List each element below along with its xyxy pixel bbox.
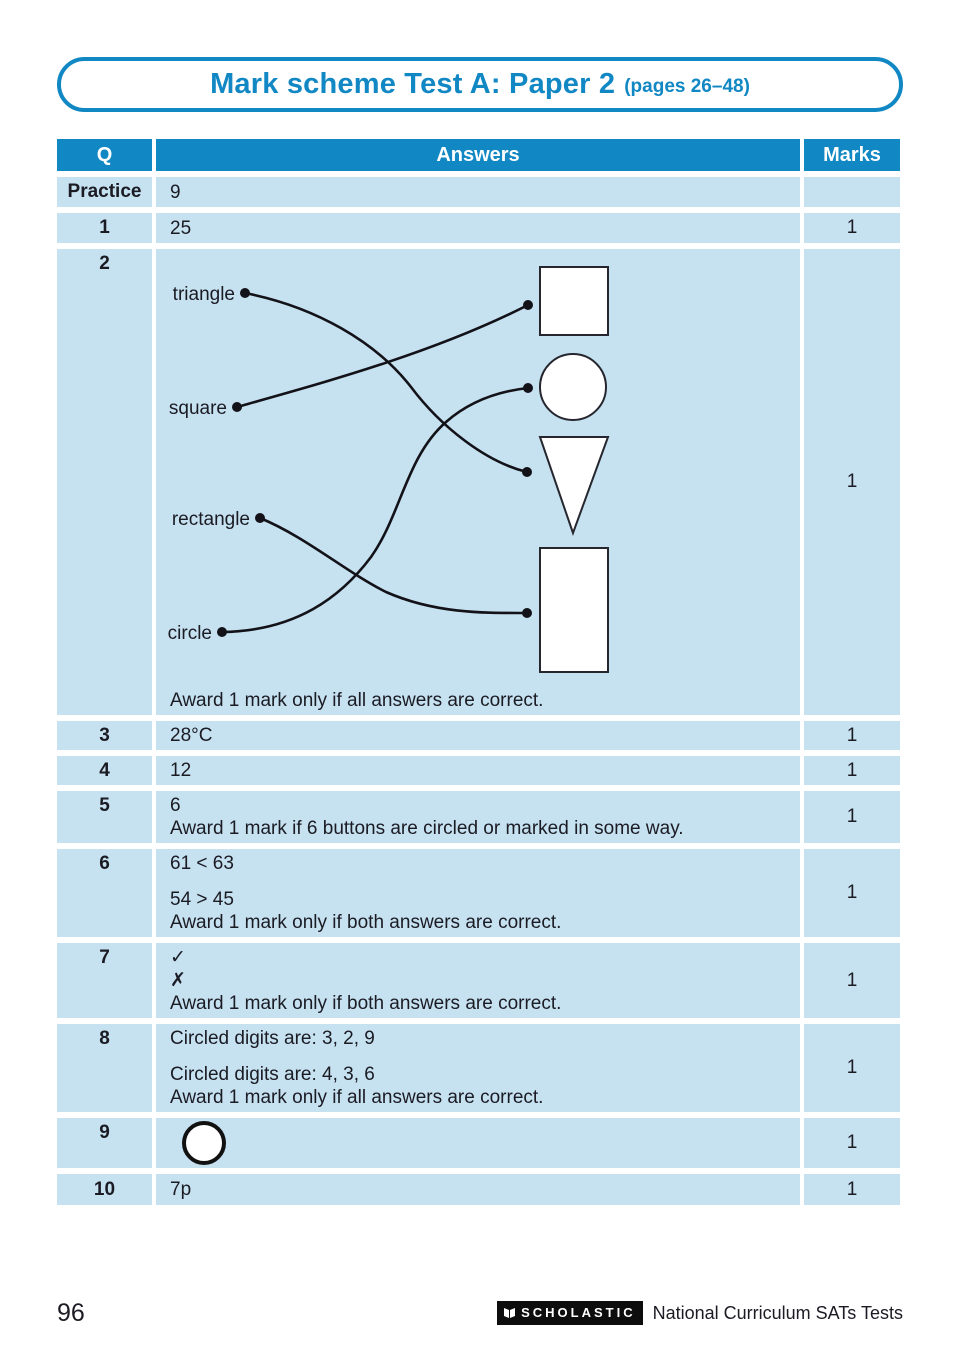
title-banner (57, 57, 903, 112)
shape-dot-square (523, 300, 533, 310)
column-header-q: Q (57, 139, 152, 171)
label-dot-rectangle (255, 513, 265, 523)
answer-text: 54 > 45 (170, 889, 234, 910)
question-number: 2 (57, 249, 152, 715)
label-rectangle: rectangle (171, 509, 250, 530)
scholastic-logo (497, 1301, 643, 1325)
match-curve-triangle (245, 293, 527, 472)
marks-cell: 1 (804, 791, 900, 843)
award-note: Award 1 mark if 6 buttons are circled or marked in some way. (170, 818, 684, 839)
answer-text: 12 (170, 760, 192, 781)
answer-cell (156, 943, 800, 1018)
series-title: National Curriculum SATs Tests (652, 1302, 903, 1323)
award-note: Award 1 mark only if all answers are correct. (170, 1087, 544, 1108)
page-footer (57, 1295, 903, 1331)
answer-text: 25 (170, 217, 192, 239)
marks-cell: 1 (804, 249, 900, 715)
answer-cell (156, 213, 800, 243)
label-square: square (168, 398, 227, 419)
answer-cell (156, 1118, 800, 1168)
question-number: 5 (57, 791, 152, 843)
marks-cell: 1 (804, 849, 900, 937)
page-number: 96 (57, 1298, 85, 1327)
question-number: 3 (57, 721, 152, 750)
question-number: 1 (57, 213, 152, 243)
answer-cell (156, 177, 800, 207)
answer-cell-diagram (156, 249, 800, 715)
question-number: 4 (57, 756, 152, 785)
square-shape (540, 267, 608, 335)
marks-cell (804, 177, 900, 207)
answer-text: 6 (170, 795, 181, 816)
label-triangle: triangle (172, 284, 235, 305)
award-note: Award 1 mark only if both answers are correct. (170, 993, 562, 1014)
rectangle-shape (540, 548, 608, 672)
award-note: Award 1 mark only if all answers are correct. (170, 690, 544, 711)
book-icon (503, 1307, 516, 1319)
question-number: 9 (57, 1118, 152, 1168)
brand-text: SCHOLASTIC (521, 1305, 636, 1320)
shape-dot-circle (523, 383, 533, 393)
question-number: 10 (57, 1174, 152, 1205)
marks-cell: 1 (804, 943, 900, 1018)
column-header-answers: Answers (156, 139, 800, 171)
page-title-pages: (pages 26–48) (624, 76, 750, 97)
label-circle: circle (167, 623, 212, 644)
answer-text: 7p (170, 1179, 192, 1200)
column-header-marks: Marks (804, 139, 900, 171)
tick-mark: ✓ (170, 947, 186, 968)
answer-cell (156, 849, 800, 937)
marks-cell: 1 (804, 756, 900, 785)
shape-matching-diagram (156, 257, 716, 681)
answer-text: Circled digits are: 4, 3, 6 (170, 1064, 375, 1085)
shape-dot-triangle (522, 467, 532, 477)
answer-cell (156, 791, 800, 843)
mark-scheme-table (57, 139, 900, 1205)
answer-text: 61 < 63 (170, 853, 234, 874)
match-curve-rectangle (260, 518, 527, 613)
circle-shape (540, 354, 606, 420)
marks-cell: 1 (804, 213, 900, 243)
award-note: Award 1 mark only if both answers are correct. (170, 912, 562, 933)
answer-text: 9 (170, 181, 181, 203)
question-number: 8 (57, 1024, 152, 1112)
page-title: Mark scheme Test A: Paper 2 (210, 68, 616, 100)
question-number: 6 (57, 849, 152, 937)
answer-cell (156, 756, 800, 785)
cross-mark: ✗ (170, 970, 186, 991)
shape-dot-rectangle (522, 608, 532, 618)
answer-cell (156, 721, 800, 750)
label-dot-triangle (240, 288, 250, 298)
triangle-shape (540, 437, 608, 533)
marks-cell: 1 (804, 1024, 900, 1112)
question-number: 7 (57, 943, 152, 1018)
match-curve-circle (222, 388, 528, 632)
marks-cell: 1 (804, 1174, 900, 1205)
label-dot-square (232, 402, 242, 412)
answer-text: 28°C (170, 725, 213, 746)
publisher-brand (497, 1301, 903, 1325)
marks-cell: 1 (804, 1118, 900, 1168)
question-number: Practice (57, 177, 152, 207)
circle-answer-shape (182, 1121, 226, 1165)
answer-cell (156, 1174, 800, 1205)
answer-cell (156, 1024, 800, 1112)
label-dot-circle (217, 627, 227, 637)
marks-cell: 1 (804, 721, 900, 750)
answer-text: Circled digits are: 3, 2, 9 (170, 1028, 375, 1049)
